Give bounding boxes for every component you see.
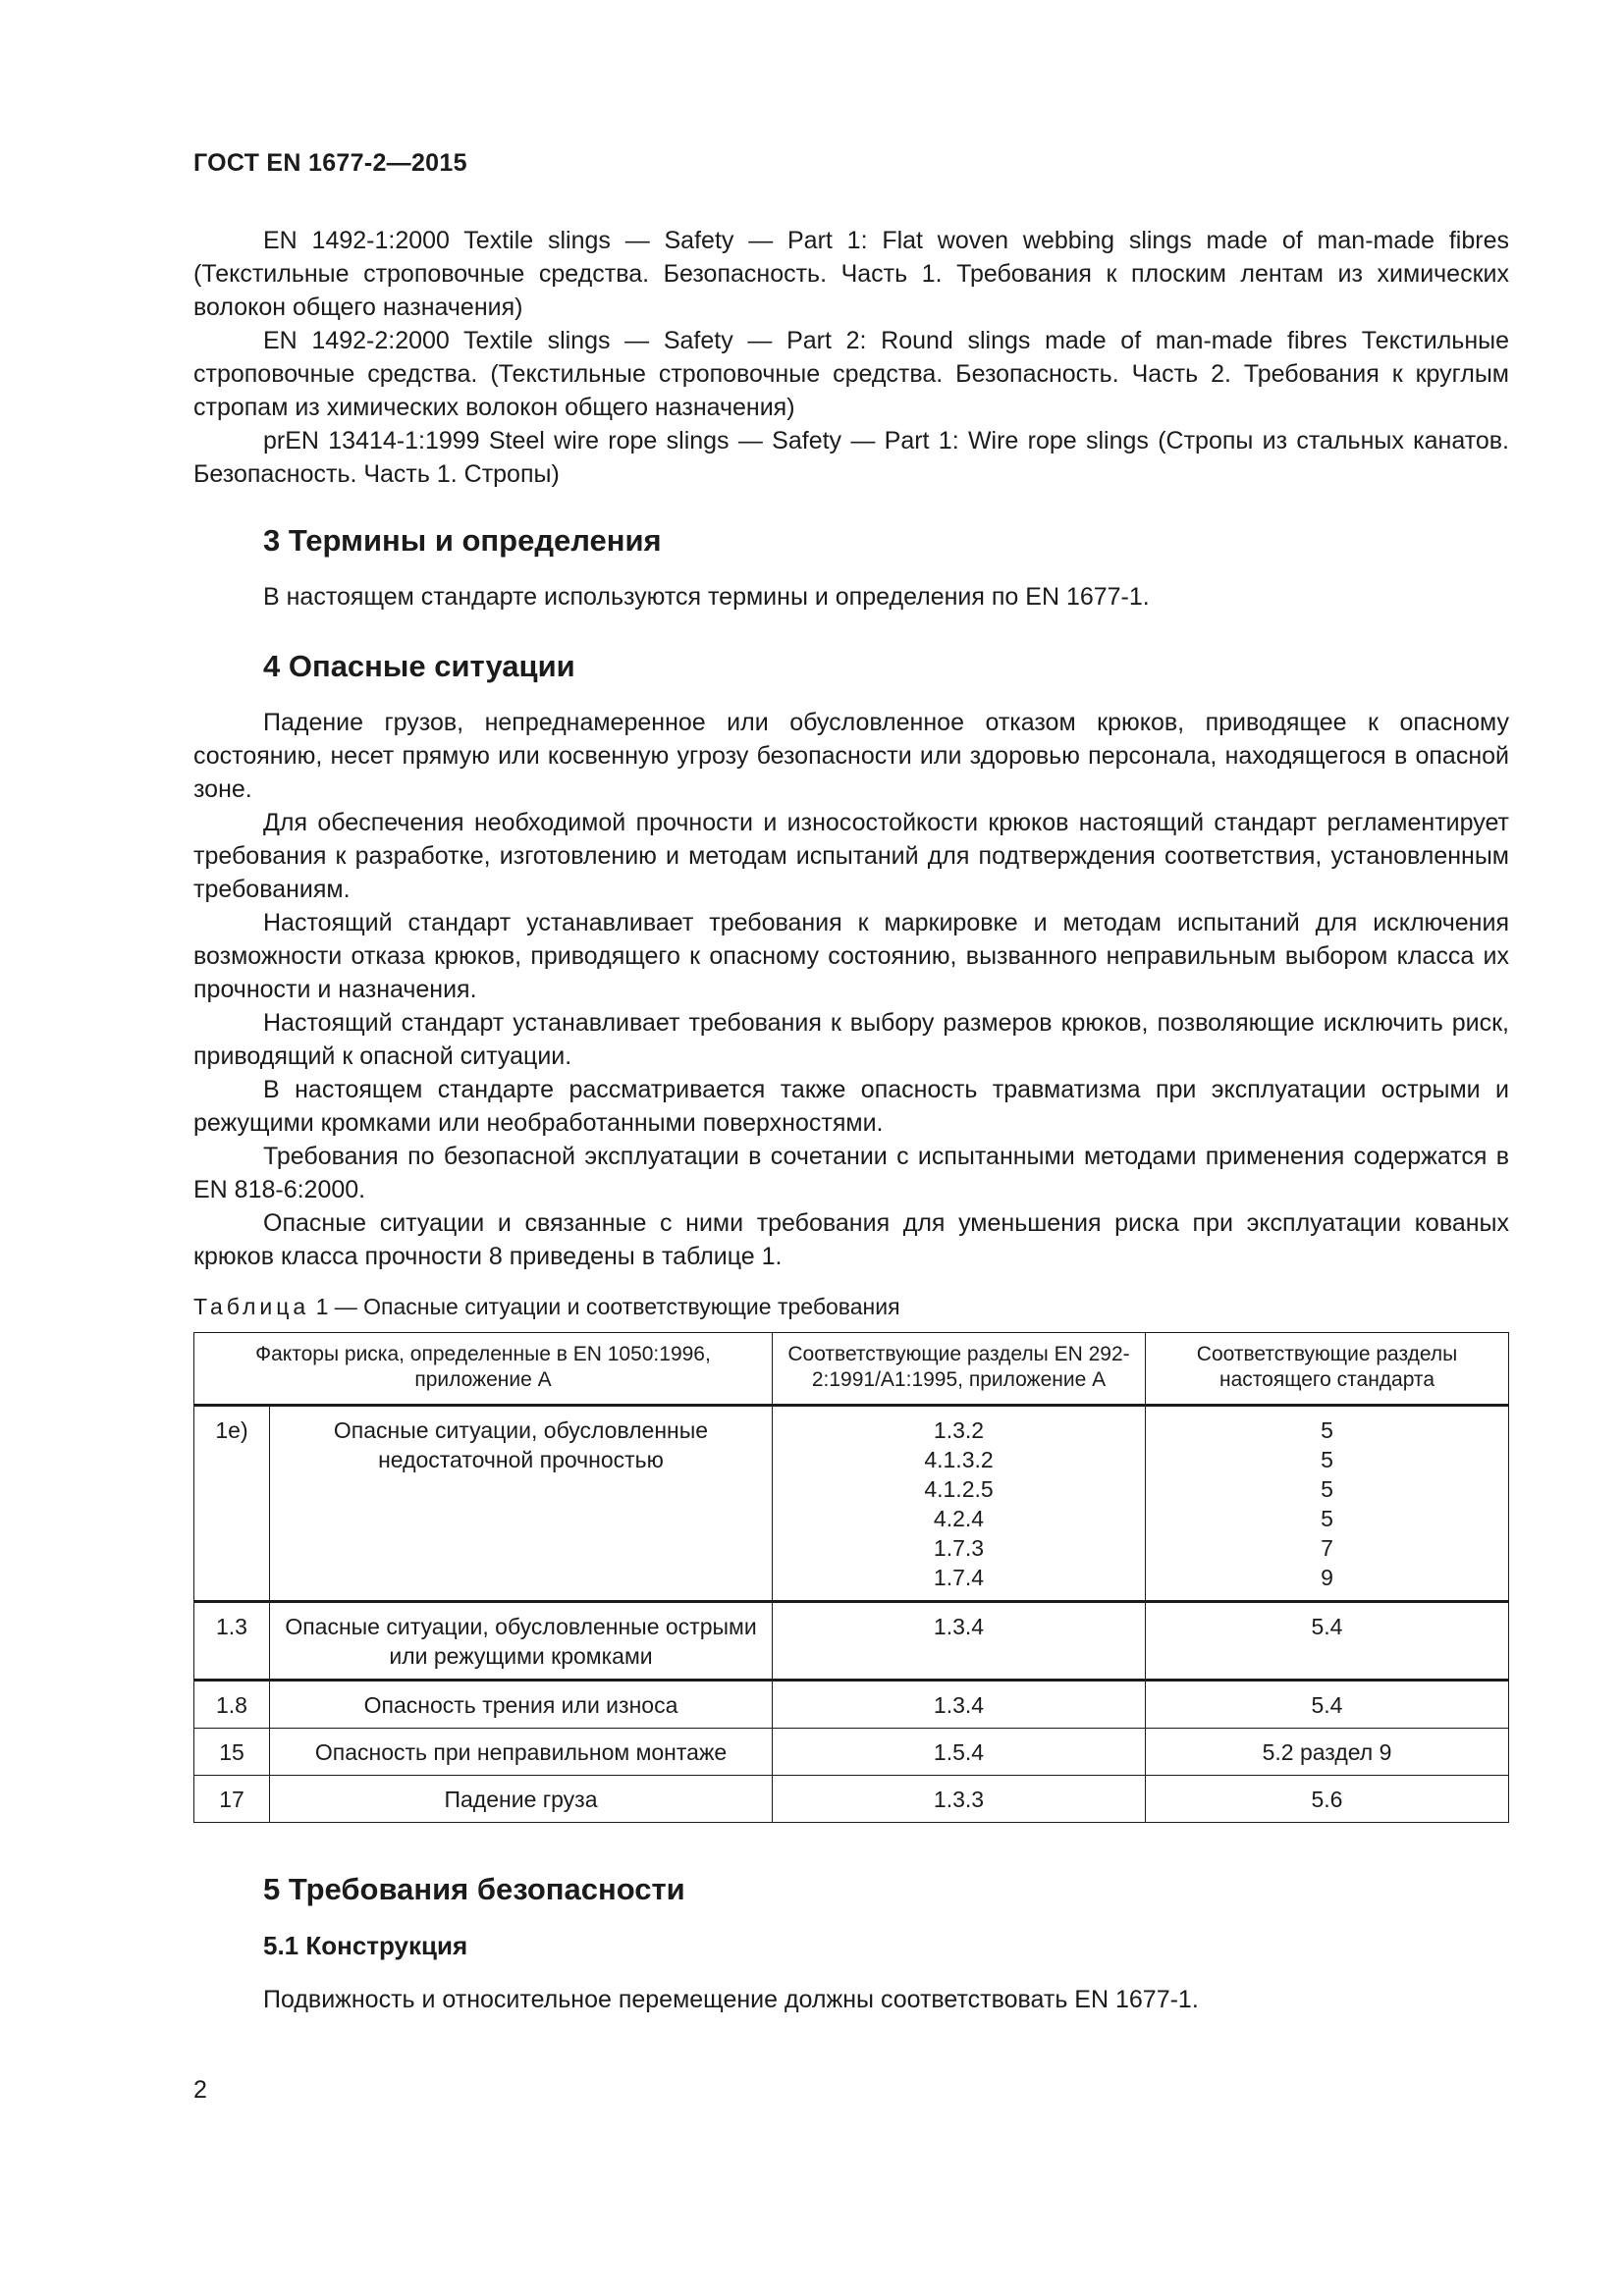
cell-factor: Падение груза [270,1776,773,1823]
table-row [194,1776,1509,1823]
cell-std: 5.6 [1146,1776,1509,1823]
reference-item: EN 1492-2:2000 Textile slings — Safety — Part 2: Round slings made of man-made fibres Текстильные строповочные средства. (Текстильные строповочные средства. Безопасность. Часть 2. Требования к круглым стропам из химических волокон общего назначения) [193,327,1509,421]
header-std-sections: Соответствующие разделы настоящего стандарта [1146,1333,1509,1406]
paragraph: Падение грузов, непреднамеренное или обусловленное отказом крюков, приводящее к опасному состоянию, несет прямую или косвенную угрозу безопасности или здоровью персонала, находящегося в опасной зоне. [193,709,1509,803]
header-factors: Факторы риска, определенные в EN 1050:1996, приложение А [194,1333,773,1406]
section-5-1-title: 5.1 Конструкция [263,1931,468,1960]
cell-value: 9 [1321,1565,1333,1590]
cell-std: 5.2 раздел 9 [1146,1729,1509,1776]
table-row [194,1406,1509,1602]
cell-num: 15 [194,1729,270,1776]
page-number: 2 [193,2076,207,2104]
page-content [193,224,1509,2016]
paragraph: Опасные ситуации и связанные с ними требования для уменьшения риска при эксплуатации кованых крюков класса прочности 8 приведены в таблице 1. [193,1209,1509,1270]
cell-factor: Опасные ситуации, обусловленные острыми или режущими кромками [270,1602,773,1681]
section-4-title: 4 Опасные ситуации [263,649,575,683]
cell-std: 5.4 [1146,1602,1509,1681]
cell-factor: Опасность при неправильном монтаже [270,1729,773,1776]
cell-en: 1.3.4 [773,1681,1146,1729]
cell-en [773,1406,1146,1602]
cell-value: 1.3.2 [933,1417,985,1443]
paragraph: Настоящий стандарт устанавливает требования к маркировке и методам испытаний для исключения возможности отказа крюков, приводящего к опасному состоянию, вызванного неправильным выбором класса их прочности и назначения. [193,909,1509,1003]
table-row [194,1681,1509,1729]
reference-item: EN 1492-1:2000 Textile slings — Safety — Part 1: Flat woven webbing slings made of man-made fibres (Текстильные строповочные средства. Безопасность. Часть 1. Требования к плоским лентам из химических волокон общего назначения) [193,227,1509,321]
table-row [194,1602,1509,1681]
table-caption-text: 1 — Опасные ситуации и соответствующие требования [309,1294,900,1319]
header-en-sections: Соответствующие разделы EN 292-2:1991/A1:1995, приложение А [773,1333,1146,1406]
table-header-row [194,1333,1509,1406]
section-3-text: В настоящем стандарте используются термины и определения по EN 1677-1. [263,583,1150,611]
section-3-title: 3 Термины и определения [263,523,662,558]
table-caption-label: Таблица [193,1294,310,1319]
paragraph: Требования по безопасной эксплуатации в сочетании с испытанными методами применения содержатся в EN 818-6:2000. [193,1143,1509,1203]
cell-factor: Опасность трения или износа [270,1681,773,1729]
cell-num: 1e) [194,1406,270,1602]
cell-value: 4.2.4 [933,1506,985,1531]
cell-num: 17 [194,1776,270,1823]
cell-value: 5 [1321,1476,1333,1502]
cell-en: 1.3.4 [773,1602,1146,1681]
cell-value: 5 [1321,1447,1333,1472]
reference-item: prEN 13414-1:1999 Steel wire rope slings — Safety — Part 1: Wire rope slings (Стропы из стальных канатов. Безопасность. Часть 1. Стропы) [193,427,1509,488]
paragraph: Для обеспечения необходимой прочности и износостойкости крюков настоящий стандарт регламентирует требования к разработке, изготовлению и методам испытаний для подтверждения соответствия, установленным требованиям. [193,809,1509,903]
section-5-title: 5 Требования безопасности [263,1872,685,1906]
cell-num: 1.3 [194,1602,270,1681]
cell-value: 5 [1321,1417,1333,1443]
cell-value: 7 [1321,1535,1333,1561]
table-caption [193,1292,1509,1321]
hazards-table [193,1332,1509,1823]
cell-en: 1.5.4 [773,1729,1146,1776]
paragraph: В настоящем стандарте рассматривается также опасность травматизма при эксплуатации острыми и режущими кромками или необработанными поверхностями. [193,1076,1509,1137]
cell-num: 1.8 [194,1681,270,1729]
paragraph: Настоящий стандарт устанавливает требования к выбору размеров крюков, позволяющие исключить риск, приводящий к опасной ситуации. [193,1009,1509,1070]
section-5-1-text: Подвижность и относительное перемещение должны соответствовать EN 1677-1. [263,1986,1199,2013]
cell-value: 4.1.2.5 [924,1476,994,1502]
cell-factor: Опасные ситуации, обусловленные недостаточной прочностью [270,1406,773,1602]
section-4-body [193,706,1509,1273]
table-row [194,1729,1509,1776]
cell-std [1146,1406,1509,1602]
cell-value: 1.7.3 [933,1535,985,1561]
document-header: ГОСТ EN 1677-2—2015 [193,149,467,177]
cell-en: 1.3.3 [773,1776,1146,1823]
cell-value: 1.7.4 [933,1565,985,1590]
cell-std: 5.4 [1146,1681,1509,1729]
cell-value: 5 [1321,1506,1333,1531]
cell-value: 4.1.3.2 [924,1447,994,1472]
